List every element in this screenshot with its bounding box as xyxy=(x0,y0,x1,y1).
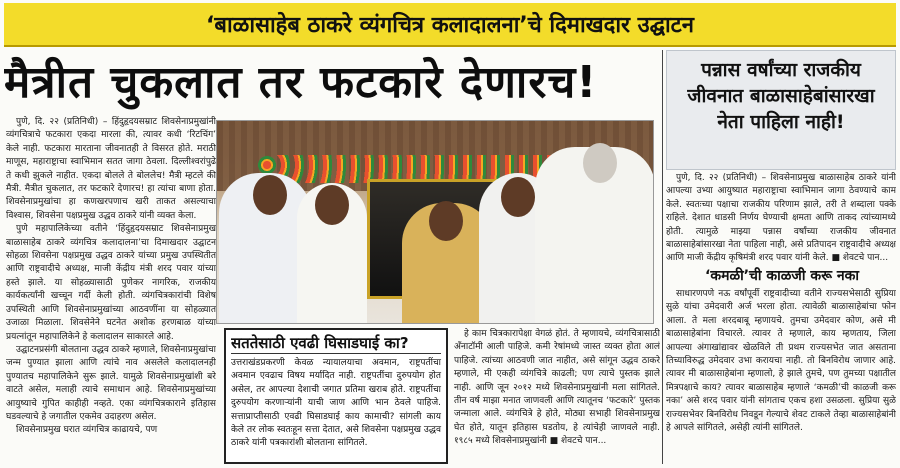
boxed-quote-article xyxy=(224,328,448,464)
photo-person-head xyxy=(501,177,535,217)
boxed-article-title: सततेसाठी एवढी घिसाडघाई का? xyxy=(231,333,441,354)
column-divider xyxy=(662,50,663,464)
right-article-column-lower xyxy=(666,288,896,464)
boxed-article-body: उत्तराखंडप्रकरणी केवळ न्यायालयाचा अवमान, राष्ट्रपतींचा अवमान एवढाच विषय मर्यादित नाही. राष्ट्रपतींचा दुरुपयोग होत असेल, तर आपल्या देशाची जगात प्रतिमा खराब होते. राष्ट्रपतींचा दुरुपयोग करणाऱ्यांनी याची जाण आणि भान ठेवले पाहिजे. सत्ताप्राप्तीसाठी एवढी घिसाडघाई काय कामाची? सांगली काय केले तर लोक स्वतःहून सत्ता देतात, असे शिवसेना पक्षप्रमुख उद्धव ठाकरे यांनी पत्रकारांशी बोलताना सांगितले. xyxy=(231,358,441,449)
middle-article-column xyxy=(454,328,660,464)
article-paragraph: पुणे, दि. २२ (प्रतिनिधी) – शिवसेनाप्रमुख बाळासाहेब ठाकरे यांनी आपल्या उभ्या आयुष्यात महाराष्ट्राचा स्वाभिमान जागा ठेवण्याचे काम केले. स्वतःच्या पक्षाचा राजकीय परिणाम झाले, तरी ते शब्दाला पक्के राहिले. देशात धाडसी निर्णय घेण्याची क्षमता आणि ताकद त्यांच्यामध्ये होती. त्यामुळे माझ्या पन्नास वर्षांच्या राजकीय जीवनात बाळासाहेबांसारखा नेता पाहिला नाही, असे प्रतिपादन राष्ट्रवादीचे अध्यक्ष आणि माजी केंद्रीय कृषिमंत्री शरद पवार यांनी केले. ■ शेवटचे पान... xyxy=(666,173,896,264)
photo-person-head xyxy=(315,185,349,225)
right-subheading: ‘कमळी’ची काळजी करू नका xyxy=(705,268,859,284)
article-paragraph: पुणे महापालिकेच्या वतीने ‘हिंदुहृदयसम्राट शिवसेनाप्रमुख बाळासाहेब ठाकरे व्यंगचित्र कलादालना’चा दिमाखदार उद्घाटन सोहळा शिवसेना पक्षप्रमुख उद्धव ठाकरे यांच्या प्रमुख उपस्थितीत आणि राष्ट्रवादीचे अध्यक्ष, माजी केंद्रीय मंत्री शरद पवार यांच्या हस्ते झाले. या सोहळ्यासाठी पुणेकर नागरिक, राजकीय कार्यकर्त्यांनी खच्चून गर्दी केली होती. व्यंगचित्रकारांची विशेष उपस्थिती आणि शिवसेनाप्रमुखांच्या आठवणींना या सोहळ्यात उजाळा मिळाला. शिवसेनेने घटनेत अशोक हरणबाळ यांच्या प्रयत्नांतून महापालिकेने हे कलादालन साकारले आहे. xyxy=(6,224,216,342)
inauguration-photo xyxy=(216,120,654,324)
photo-person-head xyxy=(253,175,287,215)
left-article-column xyxy=(6,116,216,464)
photo-person-head xyxy=(583,143,617,183)
right-article-column xyxy=(666,172,896,264)
article-paragraph: साधारणपणे नऊ वर्षांपूर्वी राष्ट्रवादीच्या वतीने राज्यसभेसाठी सुप्रिया सुळे यांचा उमेदवारी अर्ज भरला होता. त्यावेळी बाळासाहेबांचा फोन आला. ते मला शरदबाबू म्हणायचे. तुमचा उमेदवार कोण, असे मी बाळासाहेबांना विचारले. त्यावर ते म्हणाले, काय म्हणताय, जिला आपल्या अंगाखांद्यावर खेळविले ती प्रथम राज्यसभेत जात असताना तिच्याविरुद्ध उमेदवार उभा करायचा नाही. तो बिनविरोध जाणार आहे. त्यावर मी बाळासाहेबांना म्हणालो, हे झाले तुमचे, पण तुमच्या पक्षातील मित्रपक्षाचे काय? त्यावर बाळासाहेब म्हणाले ‘कमळी’ची काळजी करू नका’ असे शरद पवार यांनी सांगताच एकच हशा उसळला. सुप्रिया सुळे राज्यसभेवर बिनविरोध निवडून गेल्याचे शेवट टाकले तेव्हा बाळासाहेबांनी हे आपले सांगितले, असेही त्यांनी सांगितले. xyxy=(666,289,896,434)
top-banner-headline: ‘बाळासाहेब ठाकरे व्यंगचित्र कलादालना’चे दिमाखदार उद्घाटन xyxy=(4,3,896,47)
article-paragraph: शिवसेनाप्रमुख घरात व्यंगचित्र काढायचे, पण xyxy=(16,425,158,436)
photo-person-head xyxy=(429,201,463,241)
main-headline: मैत्रीत चुकलात तर फटकारे देणारच! xyxy=(4,57,598,108)
article-dateline-paragraph: पुणे, दि. २२ (प्रतिनिधी) – हिंदुहृदयसम्राट शिवसेनाप्रमुखांनी व्यंगचित्राचे फटकारा एकदा मारला की, त्यावर कधी ‘रिटचिंग’ केले नाही. फटकारा मारताना जीवनातही ते विसरत होते. मराठी माणूस, महाराष्ट्राचा स्वाभिमान सतत जागा ठेवला. दिल्लीश्वरांपुढे ते कधी झुकले नाहीत. एकदा बोलले ते बोललेच! मैत्री म्हटले की मैत्री. मैत्रीत चुकलात, तर फटकारे देणारच! हा त्यांचा बाणा होता. शिवसेनाप्रमुखांचा हा कणखरपणाच खरी ताकत असल्याचा विश्वास, शिवसेना पक्षप्रमुख उद्धव ठाकरे यांनी व्यक्त केला. xyxy=(6,117,216,221)
article-paragraph: हे काम चित्रकारापेक्षा वेगळं होतं. ते म्हणायचे, व्यंगचित्रासाठी अँनाटॉमी आली पाहिजे. कमी रेषांमध्ये जास्त व्यक्त होता आलं पाहिजे. त्यांच्या आठवणी जात नाहीत, असे सांगून उद्धव ठाकरे म्हणाले, मी एकही व्यंगचित्रे काढली; पण त्याचे पुस्तक झाले नाही. आणि जून २०१२ मध्ये शिवसेनाप्रमुखांनी मला सांगितले. तीन वर्ष माझा मनात जाणवली आणि त्यातूनच ‘फटकारे’ पुस्तक जन्माला आले. व्यंगचित्रे हे होते, मोठ्या सभाही शिवसेनाप्रमुख घेत होते, यातून इतिहास घडतोय, हे त्यांचेही जाणवले नाही. १९८५ मध्ये शिवसेनाप्रमुखांनी ■ शेवटचे पान... xyxy=(454,329,660,447)
right-story-headline: पन्नास वर्षांच्या राजकीय जीवनात बाळासाहेबांसारखा नेता पाहिला नाही! xyxy=(666,50,896,170)
article-paragraph: उद्घाटनप्रसंगी बोलताना उद्धव ठाकरे म्हणाले, शिवसेनाप्रमुखांचा जन्म पुण्यात झाला आणि त्यांचे नाव असलेले कलादालनही पुण्यातच महापालिकेने सुरू झाले. यामुळे शिवसेनाप्रमुखांशी बरे वाटते असेल, मलाही त्याचे समाधान आहे. शिवसेनाप्रमुखांच्या आयुष्याचे गुपित काहीही नव्हते. एका व्यंगचित्रकाराने इतिहास घडवल्याचे हे जगातील एकमेव उदाहरण असेल. xyxy=(6,344,216,422)
